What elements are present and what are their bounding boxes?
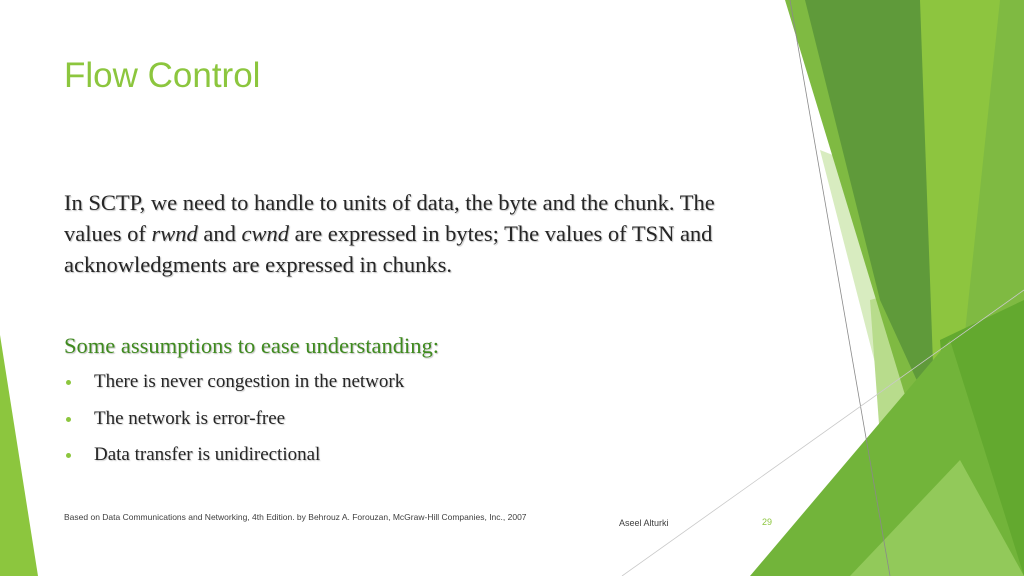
list-item-text: There is never congestion in the network: [94, 371, 405, 392]
list-item-text: The network is error-free: [94, 407, 286, 429]
right-facet-dark: [805, 0, 935, 420]
bullet-dot-icon: [66, 380, 71, 385]
list-item-text: Data transfer is unidirectional: [94, 444, 321, 465]
rwnd-term: rwnd: [151, 221, 198, 246]
paragraph-part1: In SCTP, we need to handle to units of data, the byte and the chunk. The values of: [64, 190, 715, 246]
list-item: [64, 371, 404, 408]
assumptions-heading: Some assumptions to ease understanding:: [64, 333, 439, 358]
assumptions-list: [64, 371, 404, 481]
cwnd-term: cwnd: [241, 221, 289, 246]
footer-source: Based on Data Communications and Networking, 4th Edition. by Behrouz A. Forouzan, McGraw-Hill Companies, Inc., 2007: [64, 512, 527, 522]
list-item: [64, 444, 404, 481]
slide-title: Flow Control: [64, 56, 261, 95]
page-number: 29: [762, 517, 773, 527]
list-item: [64, 408, 404, 445]
paragraph-part2: are expressed in bytes; The values of TSN and acknowledgments are expressed in chunks.: [64, 221, 713, 277]
bullet-dot-icon: [66, 453, 71, 458]
bullet-dot-icon: [66, 417, 71, 422]
left-green-sliver: [0, 335, 38, 576]
intro-paragraph: [64, 187, 774, 280]
paragraph-and: and: [197, 221, 242, 246]
footer-author: Aseel Alturki: [619, 518, 669, 528]
